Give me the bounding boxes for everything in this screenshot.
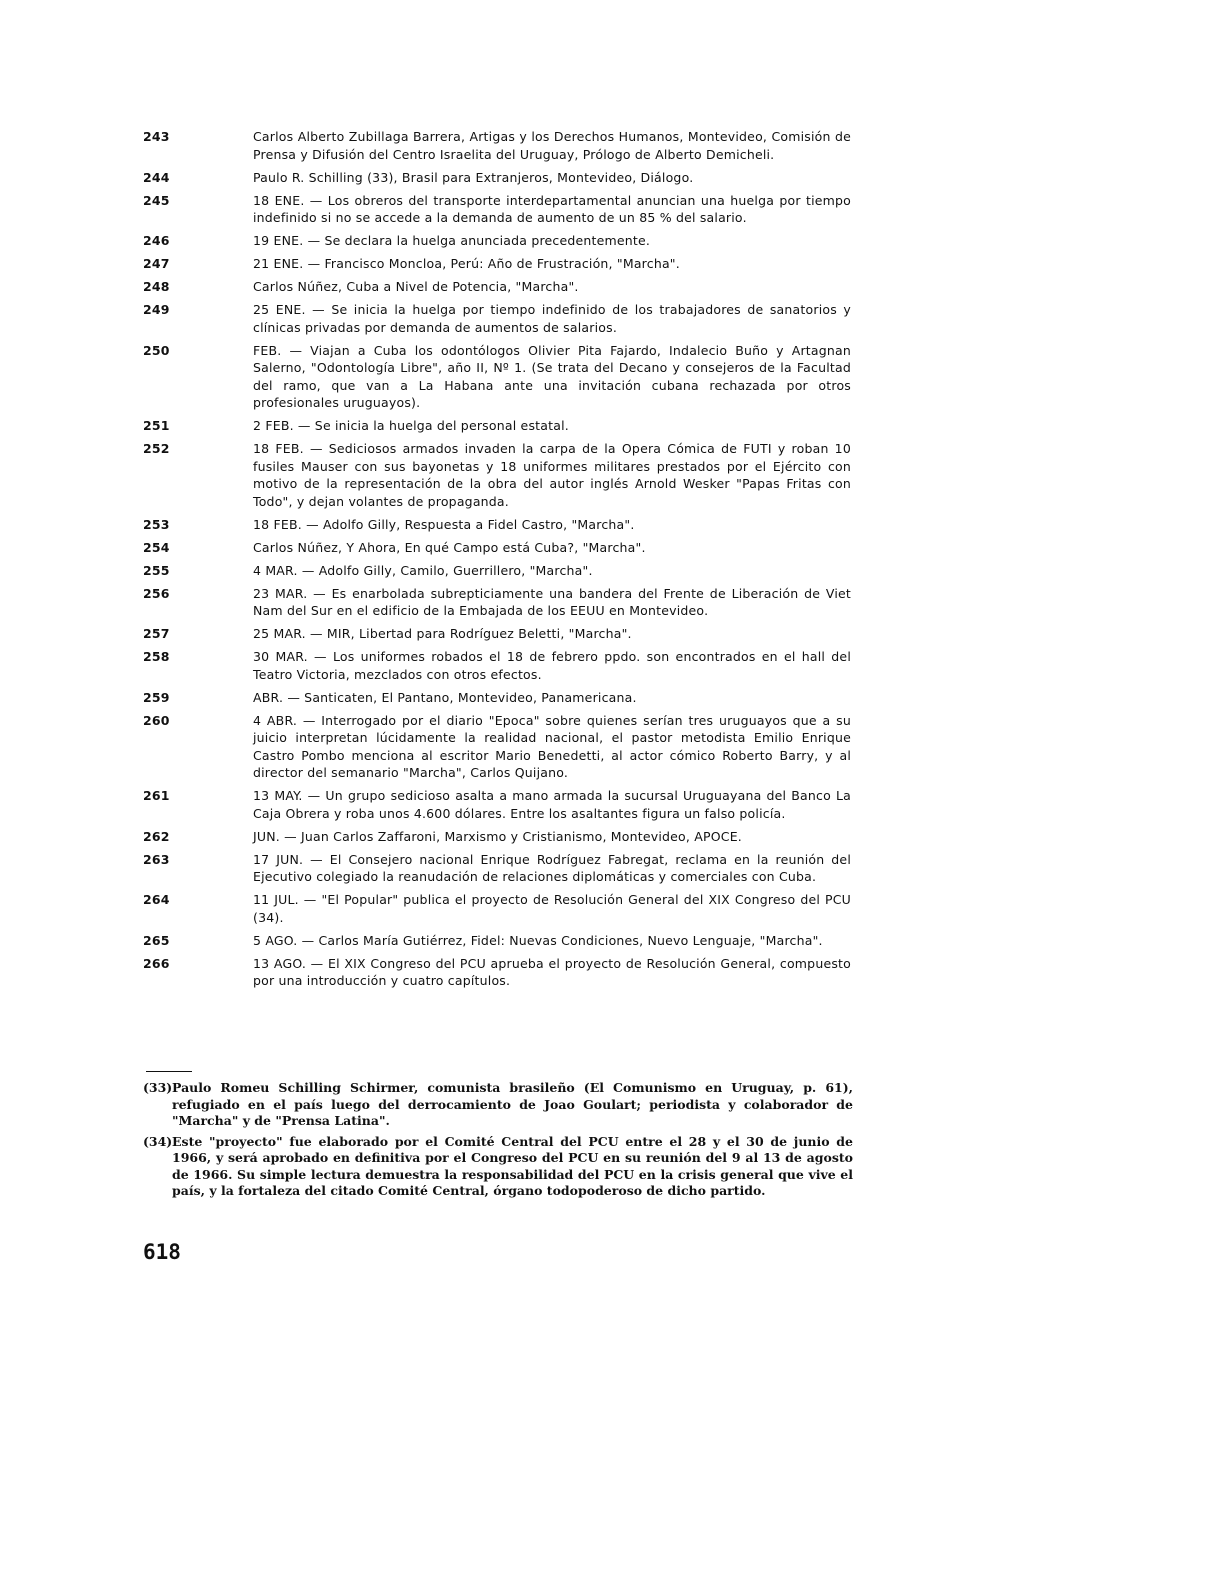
footnote-label: (34) xyxy=(143,1133,173,1149)
chronology-entry xyxy=(143,625,851,643)
entry-number: 265 xyxy=(143,932,170,948)
entry-text: 21 ENE. — Francisco Moncloa, Perú: Año de Frustración, "Marcha". xyxy=(253,256,680,271)
chronology-entry xyxy=(143,255,851,273)
page-number: 618 xyxy=(143,1240,181,1264)
chronology-entry xyxy=(143,712,851,782)
entry-text: JUN. — Juan Carlos Zaffaroni, Marxismo y Cristianismo, Montevideo, APOCE. xyxy=(253,828,742,844)
footnote xyxy=(143,1080,853,1130)
chronology-entry xyxy=(143,689,851,707)
entry-text: 18 FEB. — Sediciosos armados invaden la carpa de la Opera Cómica de FUTI y roban 10 fusiles Mauser con sus bayonetas y 18 uniformes militares prestados por el Ejército con motivo de la representación de la obra del autor inglés Arnold Wesker "Papas Fritas con Todo", y dejan volantes de propaganda. xyxy=(253,441,851,509)
entry-number: 255 xyxy=(143,562,170,578)
entry-text: 4 ABR. — Interrogado por el diario "Epoca" sobre quienes serían tres uruguayos que a su juicio interpretan lúcidamente la realidad nacional, el pastor metodista Emilio Enrique Castro Pombo menciona al escritor Mario Benedetti, al actor cómico Roberto Barry, y al director del semanario "Marcha", Carlos Quijano. xyxy=(253,712,851,780)
entry-text: 30 MAR. — Los uniformes robados el 18 de febrero ppdo. son encontrados en el hall del Teatro Victoria, mezclados con otros efectos. xyxy=(253,649,851,682)
chronology-entry xyxy=(143,301,851,336)
chronology-entry xyxy=(143,585,851,620)
chronology-entry xyxy=(143,955,851,990)
entry-number: 260 xyxy=(143,712,170,728)
entry-text: 11 JUL. — "El Popular" publica el proyecto de Resolución General del XIX Congreso del PCU (34). xyxy=(253,892,851,925)
chronology-entry xyxy=(143,828,851,846)
entry-text: 5 AGO. — Carlos María Gutiérrez, Fidel: Nuevas Condiciones, Nuevo Lenguaje, "Marcha". xyxy=(253,932,823,948)
entry-number: 251 xyxy=(143,418,170,433)
entry-text: ABR. — Santicaten, El Pantano, Montevideo, Panamericana. xyxy=(253,689,637,705)
footnote-divider xyxy=(146,1071,192,1072)
entry-text: 18 FEB. — Adolfo Gilly, Respuesta a Fidel Castro, "Marcha". xyxy=(253,516,635,532)
footnote-label: (33) xyxy=(143,1080,173,1095)
chronology-entry xyxy=(143,539,851,557)
entry-number: 257 xyxy=(143,626,170,641)
footnotes xyxy=(143,1080,853,1204)
entry-number: 263 xyxy=(143,851,170,867)
entry-text: 25 ENE. — Se inicia la huelga por tiempo indefinido de los trabajadores de sanatorios y clínicas privadas por demanda de aumentos de salarios. xyxy=(253,302,851,335)
entry-text: Paulo R. Schilling (33), Brasil para Extranjeros, Montevideo, Diálogo. xyxy=(253,169,694,185)
chronology-entry xyxy=(143,891,851,926)
entry-text: 23 MAR. — Es enarbolada subrepticiamente una bandera del Frente de Liberación de Viet Nam del Sur en el edificio de la Embajada de los EEUU en Montevideo. xyxy=(253,585,851,618)
entry-number: 250 xyxy=(143,342,170,358)
entry-number: 264 xyxy=(143,892,170,907)
entry-text: Carlos Núñez, Y Ahora, En qué Campo está Cuba?, "Marcha". xyxy=(253,539,646,555)
entry-number: 262 xyxy=(143,828,170,844)
chronology-list xyxy=(143,128,851,995)
footnote-text: Este "proyecto" fue elaborado por el Comité Central del PCU entre el 28 y el 30 de junio de 1966, y será aprobado en definitiva por el Congreso del PCU en su reunión del 9 al 13 de agosto de 1966. Su simple lectura demuestra la responsabilidad del PCU en la crisis general que vive el país, y la fortaleza del citado Comité Central, órgano todopoderoso de dicho partido. xyxy=(172,1133,853,1198)
chronology-entry xyxy=(143,562,851,580)
entry-text: FEB. — Viajan a Cuba los odontólogos Olivier Pita Fajardo, Indalecio Buño y Artagnan Salerno, "Odontología Libre", año II, Nº 1. (Se trata del Decano y consejeros de la Facultad del ramo, que van a La Habana ante una invitación cubana rechazada por otros profesionales uruguayos). xyxy=(253,342,851,410)
entry-text: 18 ENE. — Los obreros del transporte interdepartamental anuncian una huelga por tiempo indefinido si no se accede a la demanda de aumento de un 85 % del salario. xyxy=(253,192,851,225)
chronology-entry xyxy=(143,932,851,950)
entry-number: 261 xyxy=(143,788,170,803)
entry-text: Carlos Alberto Zubillaga Barrera, Artigas y los Derechos Humanos, Montevideo, Comisión de Prensa y Difusión del Centro Israelita del Uruguay, Prólogo de Alberto Demicheli. xyxy=(253,129,851,162)
entry-number: 253 xyxy=(143,516,170,532)
entry-number: 244 xyxy=(143,169,170,185)
entry-text: 17 JUN. — El Consejero nacional Enrique Rodríguez Fabregat, reclama en la reunión del Ejecutivo colegiado la reanudación de relaciones diplomáticas y comerciales con Cuba. xyxy=(253,851,851,884)
footnote xyxy=(143,1134,853,1200)
entry-text: 4 MAR. — Adolfo Gilly, Camilo, Guerrillero, "Marcha". xyxy=(253,562,593,578)
entry-number: 256 xyxy=(143,585,170,601)
entry-number: 249 xyxy=(143,302,170,317)
chronology-entry xyxy=(143,169,851,187)
entry-number: 258 xyxy=(143,649,170,664)
entry-number: 247 xyxy=(143,256,170,271)
chronology-entry xyxy=(143,192,851,227)
entry-text: 2 FEB. — Se inicia la huelga del personal estatal. xyxy=(253,418,569,433)
chronology-entry xyxy=(143,417,851,435)
chronology-entry xyxy=(143,128,851,163)
entry-number: 245 xyxy=(143,192,170,208)
entry-text: 13 MAY. — Un grupo sedicioso asalta a mano armada la sucursal Uruguayana del Banco La Caja Obrera y roba unos 4.600 dólares. Entre los asaltantes figura un falso policía. xyxy=(253,788,851,821)
entry-number: 248 xyxy=(143,279,170,294)
entry-number: 243 xyxy=(143,129,170,144)
chronology-entry xyxy=(143,342,851,412)
entry-text: 25 MAR. — MIR, Libertad para Rodríguez Beletti, "Marcha". xyxy=(253,626,632,641)
chronology-entry xyxy=(143,648,851,683)
entry-number: 252 xyxy=(143,441,170,456)
entry-text: 13 AGO. — El XIX Congreso del PCU aprueba el proyecto de Resolución General, compuesto por una introducción y cuatro capítulos. xyxy=(253,955,851,988)
entry-text: Carlos Núñez, Cuba a Nivel de Potencia, "Marcha". xyxy=(253,279,579,294)
chronology-entry xyxy=(143,851,851,886)
chronology-entry xyxy=(143,787,851,822)
footnote-text: Paulo Romeu Schilling Schirmer, comunista brasileño (El Comunismo en Uruguay, p. 61), refugiado en el país luego del derrocamiento de Joao Goulart; periodista y colaborador de "Marcha" y de "Prensa Latina". xyxy=(172,1080,853,1128)
entry-text: 19 ENE. — Se declara la huelga anunciada precedentemente. xyxy=(253,233,651,248)
chronology-entry xyxy=(143,440,851,510)
entry-number: 266 xyxy=(143,955,170,971)
entry-number: 259 xyxy=(143,689,170,705)
chronology-entry xyxy=(143,232,851,250)
entry-number: 254 xyxy=(143,539,170,555)
chronology-entry xyxy=(143,516,851,534)
entry-number: 246 xyxy=(143,233,170,248)
chronology-entry xyxy=(143,278,851,296)
